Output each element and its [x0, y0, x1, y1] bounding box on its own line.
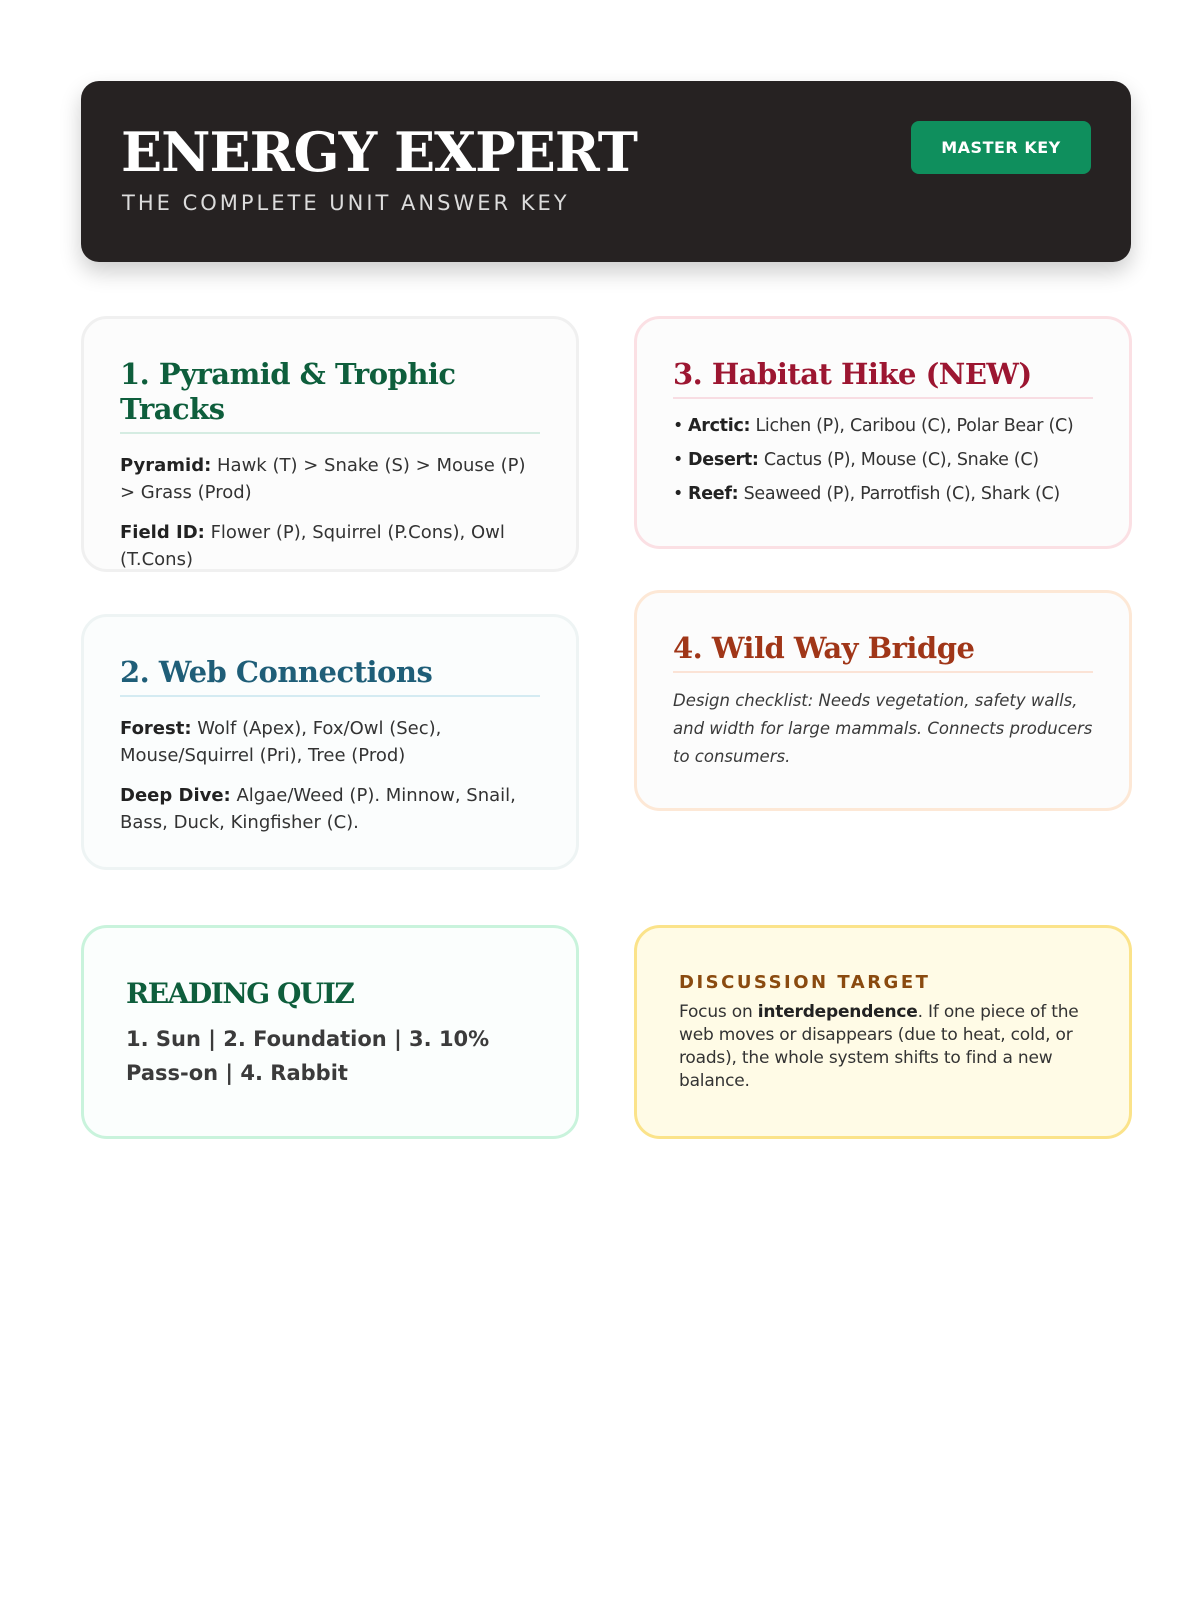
- header-banner: [81, 81, 1131, 262]
- pyramid-card-title: 1. Pyramid & Trophic Tracks: [120, 357, 540, 434]
- deep-dive-label: Deep Dive:: [120, 784, 231, 806]
- discussion-title: DISCUSSION TARGET: [679, 972, 931, 993]
- discussion-text: [679, 1001, 1087, 1093]
- forest-text: Wolf (Apex), Fox/Owl (Sec), Mouse/Squirrel (Pri), Tree (Prod): [120, 717, 442, 766]
- list-item: [673, 477, 1093, 511]
- deep-dive-line: [120, 782, 540, 836]
- reading-quiz-card: [81, 925, 579, 1139]
- deep-dive-text: Algae/Weed (P). Minnow, Snail, Bass, Duck, Kingfisher (C).: [120, 784, 516, 833]
- field-id-line: [120, 519, 540, 573]
- habitat-list: [673, 409, 1093, 511]
- desert-label: Desert:: [688, 449, 759, 470]
- bridge-card-title: 4. Wild Way Bridge: [673, 631, 1093, 673]
- pyramid-line: [120, 452, 540, 506]
- forest-line: [120, 715, 540, 769]
- list-item: [673, 443, 1093, 477]
- field-id-text: Flower (P), Squirrel (P.Cons), Owl (T.Cons): [120, 521, 505, 570]
- discussion-rest: . If one piece of the web moves or disappears (due to heat, cold, or roads), the whole system shifts to find a new balance.: [679, 1002, 1079, 1091]
- desert-text: Cactus (P), Mouse (C), Snake (C): [758, 449, 1039, 470]
- page-title: ENERGY EXPERT: [121, 120, 637, 184]
- bridge-card: [634, 590, 1132, 811]
- field-id-label: Field ID:: [120, 521, 205, 543]
- reef-text: Seaweed (P), Parrotfish (C), Shark (C): [738, 483, 1060, 504]
- quiz-answers: 1. Sun | 2. Foundation | 3. 10% Pass-on | 4. Rabbit: [126, 1027, 490, 1085]
- habitat-card-title: 3. Habitat Hike (NEW): [673, 357, 1093, 399]
- quiz-title: READING QUIZ: [126, 977, 354, 1010]
- reef-label: Reef:: [688, 483, 739, 504]
- web-card: [81, 614, 579, 870]
- habitat-card: [634, 316, 1132, 549]
- pyramid-card: [81, 316, 579, 572]
- web-card-title: 2. Web Connections: [120, 655, 540, 697]
- pyramid-label: Pyramid:: [120, 454, 212, 476]
- pyramid-text: Hawk (T) > Snake (S) > Mouse (P) > Grass (Prod): [120, 454, 526, 503]
- page-subtitle: THE COMPLETE UNIT ANSWER KEY: [122, 191, 570, 215]
- master-key-button[interactable]: MASTER KEY: [911, 121, 1091, 174]
- discussion-card: [634, 925, 1132, 1139]
- forest-label: Forest:: [120, 717, 192, 739]
- bridge-text: Design checklist: Needs vegetation, safety walls, and width for large mammals. Connects producers to consumers.: [673, 690, 1093, 766]
- arctic-text: Lichen (P), Caribou (C), Polar Bear (C): [750, 415, 1074, 436]
- discussion-keyword: interdependence: [757, 1002, 918, 1022]
- arctic-label: Arctic:: [688, 415, 751, 436]
- discussion-intro: Focus on: [679, 1002, 758, 1022]
- list-item: [673, 409, 1093, 443]
